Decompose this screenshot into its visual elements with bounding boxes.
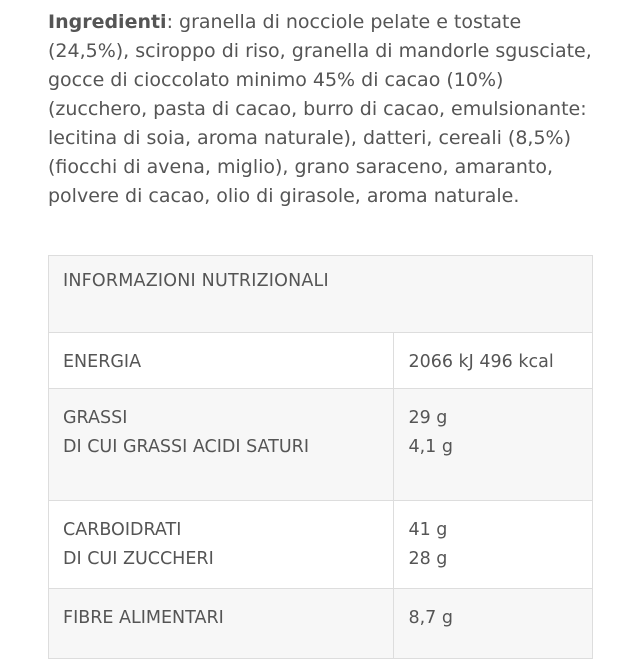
table-row bbox=[49, 333, 593, 389]
ingredients-text: : granella di nocciole pelate e tostate (24,5%), sciroppo di riso, granella di mandorle sgusciate, gocce di cioccolato minimo 45% di cacao (10%) (zucchero, pasta di cacao, burro di cacao, emulsionante: lecitina di soia, aroma naturale), datteri, cereali (8,5%) (fiocchi di avena, miglio), grano saraceno, amaranto, polvere di cacao, olio di girasole, aroma naturale. bbox=[48, 11, 592, 207]
nutrient-name: ENERGIA bbox=[63, 352, 142, 372]
nutrition-header: INFORMAZIONI NUTRIZIONALI bbox=[49, 256, 593, 333]
nutrient-name: GRASSI bbox=[63, 408, 128, 428]
nutrient-value-cell bbox=[394, 501, 593, 589]
nutrition-header-row bbox=[49, 256, 593, 333]
nutrient-value: 29 g bbox=[408, 408, 448, 428]
nutrient-subvalue: 4,1 g bbox=[408, 437, 453, 457]
nutrient-value: 2066 kJ 496 kcal bbox=[408, 352, 554, 372]
nutrient-name-cell bbox=[49, 501, 394, 589]
nutrient-name: FIBRE ALIMENTARI bbox=[63, 608, 224, 628]
nutrient-name-cell bbox=[49, 389, 394, 501]
nutrient-subvalue: 28 g bbox=[408, 549, 448, 569]
table-row bbox=[49, 389, 593, 501]
nutrient-value-cell bbox=[394, 333, 593, 389]
nutrient-value-cell bbox=[394, 589, 593, 659]
nutrient-name: CARBOIDRATI bbox=[63, 520, 182, 540]
ingredients-paragraph bbox=[48, 8, 608, 211]
nutrient-name-cell bbox=[49, 589, 394, 659]
nutrient-name-cell bbox=[49, 333, 394, 389]
nutrient-value: 41 g bbox=[408, 520, 448, 540]
nutrient-value: 8,7 g bbox=[408, 608, 453, 628]
nutrient-value-cell bbox=[394, 389, 593, 501]
table-row bbox=[49, 501, 593, 589]
ingredients-label: Ingredienti bbox=[48, 11, 167, 33]
table-row bbox=[49, 589, 593, 659]
nutrition-table bbox=[48, 255, 593, 659]
nutrient-subname: DI CUI ZUCCHERI bbox=[63, 549, 214, 569]
nutrient-subname: DI CUI GRASSI ACIDI SATURI bbox=[63, 437, 309, 457]
